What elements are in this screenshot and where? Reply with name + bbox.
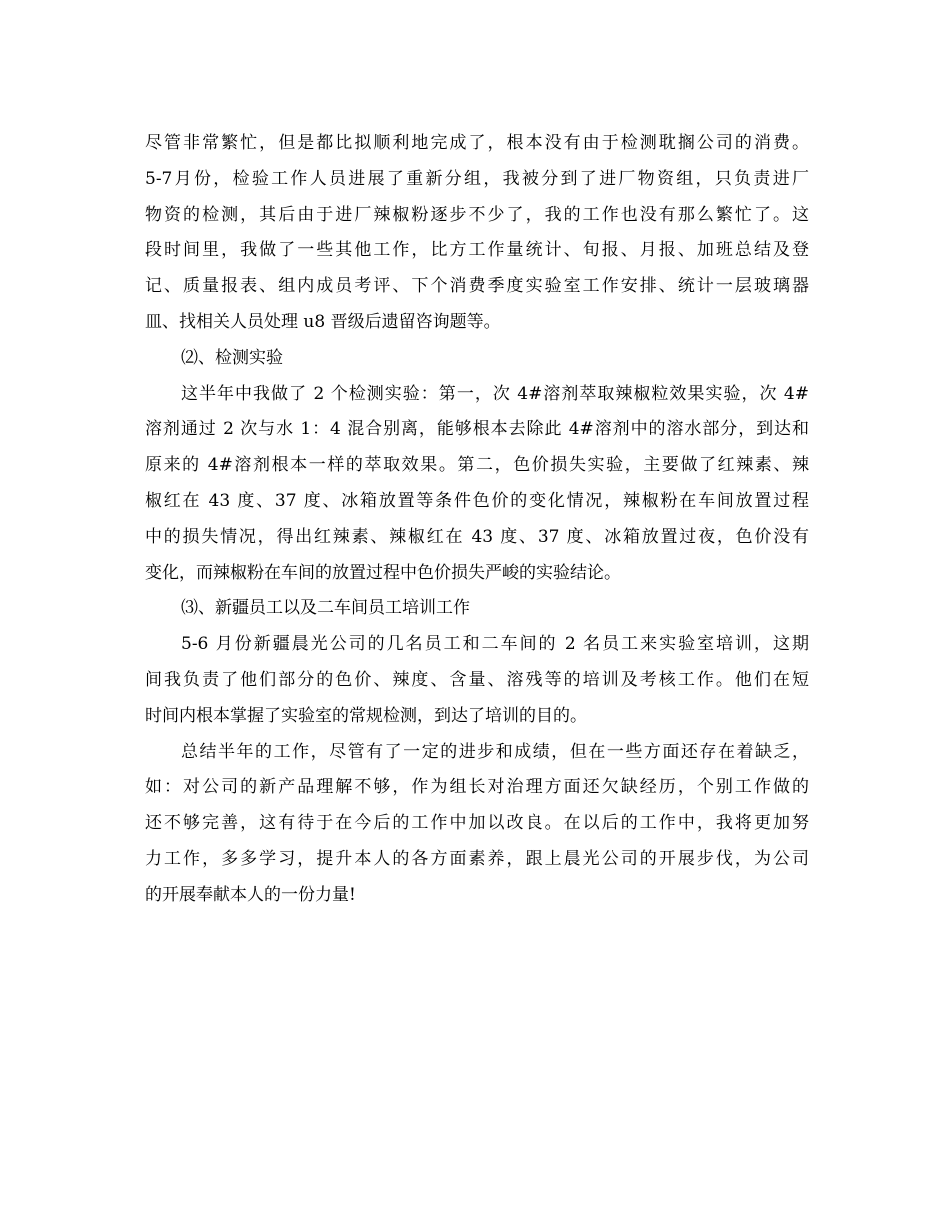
text-line: 力工作，多多学习，提升本人的各方面素养，跟上晨光公司的开展步伐，为公司	[145, 848, 809, 869]
text-line: 物资的检测，其后由于进厂辣椒粉逐步不少了，我的工作也没有那么繁忙了。这	[145, 204, 809, 225]
text-line: 间我负责了他们部分的色价、辣度、含量、溶残等的培训及考核工作。他们在短	[145, 669, 809, 690]
text-line: 时间内根本掌握了实验室的常规检测，到达了培训的目的。	[145, 705, 587, 726]
text-line: 原来的 4#溶剂根本一样的萃取效果。第二，色价损失实验，主要做了红辣素、辣	[145, 455, 809, 476]
text-line: 总结半年的工作，尽管有了一定的进步和成绩，但在一些方面还存在着缺乏，	[181, 741, 809, 762]
text-line: 5-6 月份新疆晨光公司的几名员工和二车间的 2 名员工来实验室培训，这期	[181, 634, 809, 655]
text-line: 的开展奉献本人的一份力量!	[145, 884, 356, 905]
text-line: 皿、找相关人员处理 u8 晋级后遗留咨询题等。	[145, 311, 501, 332]
text-line: 变化，而辣椒粉在车间的放置过程中色价损失严峻的实验结论。	[145, 562, 621, 583]
text-line: 5-7月份，检验工作人员进展了重新分组，我被分到了进厂物资组，只负责进厂	[145, 168, 809, 189]
text-line: 尽管非常繁忙，但是都比拟顺利地完成了，根本没有由于检测耽搁公司的消费。	[145, 133, 809, 153]
text-line: ⑵、检测实验	[181, 347, 283, 368]
text-line: 段时间里，我做了一些其他工作，比方工作量统计、旬报、月报、加班总结及登	[145, 240, 809, 261]
text-line: 椒红在 43 度、37 度、冰箱放置等条件色价的变化情况，辣椒粉在车间放置过程	[145, 490, 809, 511]
text-line: ⑶、新疆员工以及二车间员工培训工作	[181, 598, 470, 619]
text-line: 中的损失情况，得出红辣素、辣椒红在 43 度、37 度、冰箱放置过夜，色价没有	[145, 526, 809, 547]
text-line: 如：对公司的新产品理解不够，作为组长对治理方面还欠缺经历，个别工作做的	[145, 777, 809, 798]
text-line: 这半年中我做了 2 个检测实验：第一，次 4#溶剂萃取辣椒粒效果实验，次 4#	[181, 383, 809, 404]
document-body	[145, 126, 809, 914]
text-line: 溶剂通过 2 次与水 1：4 混合别离，能够根本去除此 4#溶剂中的溶水部分，到达和	[145, 419, 809, 440]
text-line: 记、质量报表、组内成员考评、下个消费季度实验室工作安排、统计一层玻璃器	[145, 276, 809, 297]
text-line: 还不够完善，这有待于在今后的工作中加以改良。在以后的工作中，我将更加努	[145, 813, 809, 834]
